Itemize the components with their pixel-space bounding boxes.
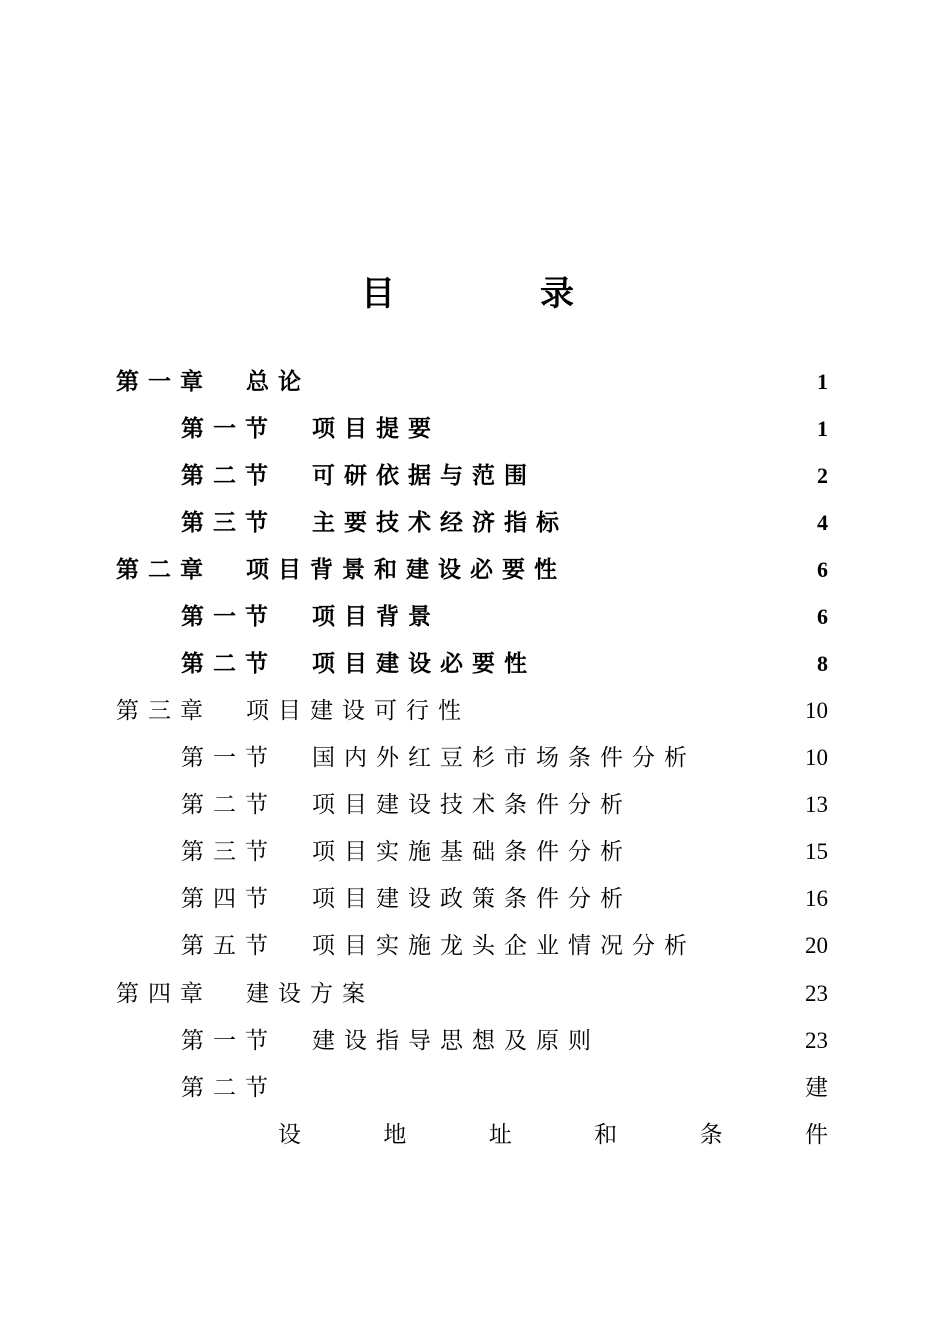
entry-title: 项目建设可行性 [246, 698, 470, 724]
page-number: 20 [805, 933, 828, 958]
toc-entry-section[interactable] [0, 785, 950, 825]
wrap-char: 和 [594, 1122, 618, 1148]
section-label: 第一节 [181, 416, 277, 442]
wrap-char: 地 [383, 1122, 407, 1148]
toc-entry-section[interactable] [0, 409, 950, 449]
toc-entry-chapter-1[interactable] [0, 362, 950, 402]
chapter-label: 第四章 [116, 981, 212, 1007]
wrap-char: 件 [804, 1122, 828, 1148]
section-label: 第二节 [181, 792, 277, 818]
section-label: 第二节 [181, 651, 277, 677]
toc-entry-title-continuation [278, 1115, 828, 1155]
page-number: 6 [817, 557, 828, 582]
page-number: 23 [805, 1028, 828, 1053]
section-label: 第二节 [181, 463, 277, 489]
page-number: 6 [817, 604, 828, 629]
wrap-char: 条 [699, 1122, 723, 1148]
wrap-char: 设 [278, 1122, 301, 1148]
page-number: 10 [805, 698, 828, 723]
page-number: 4 [817, 510, 828, 535]
entry-title: 国内外红豆杉市场条件分析 [312, 745, 696, 771]
entry-title: 项目建设必要性 [312, 651, 536, 677]
section-label: 第一节 [181, 745, 277, 771]
page-number: 13 [805, 792, 828, 817]
section-label: 第一节 [181, 604, 277, 630]
page-number: 2 [817, 463, 828, 488]
entry-title: 项目建设政策条件分析 [312, 886, 632, 912]
entry-title: 可研依据与范围 [312, 463, 536, 489]
entry-title: 项目提要 [312, 416, 440, 442]
toc-title-char-2: 录 [540, 274, 574, 314]
toc-entry-chapter-3[interactable] [0, 691, 950, 731]
entry-title-start: 建 [805, 1075, 828, 1100]
chapter-label: 第一章 [116, 369, 212, 395]
entry-title: 项目建设技术条件分析 [312, 792, 632, 818]
entry-title: 总论 [246, 369, 310, 395]
section-label: 第五节 [181, 933, 277, 959]
entry-title: 项目背景和建设必要性 [246, 557, 566, 583]
toc-entry-section[interactable] [0, 879, 950, 919]
toc-entry-section[interactable] [0, 456, 950, 496]
toc-entry-section[interactable] [0, 1068, 950, 1108]
entry-title: 项目背景 [312, 604, 440, 630]
toc-entry-chapter-2[interactable] [0, 550, 950, 590]
toc-entry-section[interactable] [0, 832, 950, 872]
page-number: 10 [805, 745, 828, 770]
page-number: 1 [817, 416, 828, 441]
section-label: 第四节 [181, 886, 277, 912]
toc-entry-section[interactable] [0, 503, 950, 543]
entry-title: 项目实施基础条件分析 [312, 839, 632, 865]
page-number: 16 [805, 886, 828, 911]
chapter-label: 第二章 [116, 557, 212, 583]
toc-entry-section[interactable] [0, 597, 950, 637]
toc-title-char-1: 目 [361, 274, 395, 314]
page-number: 8 [817, 651, 828, 676]
entry-title: 建设指导思想及原则 [312, 1028, 600, 1054]
section-label: 第二节 [181, 1075, 277, 1101]
entry-title: 项目实施龙头企业情况分析 [312, 933, 696, 959]
entry-title: 建设方案 [246, 981, 374, 1007]
toc-entry-section[interactable] [0, 1021, 950, 1061]
chapter-label: 第三章 [116, 698, 212, 724]
toc-entry-section[interactable] [0, 738, 950, 778]
page-number: 23 [805, 981, 828, 1006]
section-label: 第一节 [181, 1028, 277, 1054]
toc-entry-section[interactable] [0, 644, 950, 684]
page-number: 1 [817, 369, 828, 394]
toc-entry-section[interactable] [0, 926, 950, 966]
wrap-char: 址 [488, 1122, 512, 1148]
toc-entry-chapter-4[interactable] [0, 974, 950, 1014]
section-label: 第三节 [181, 839, 277, 865]
section-label: 第三节 [181, 510, 277, 536]
entry-title: 主要技术经济指标 [312, 510, 568, 536]
toc-title [0, 266, 950, 316]
page-number: 15 [805, 839, 828, 864]
